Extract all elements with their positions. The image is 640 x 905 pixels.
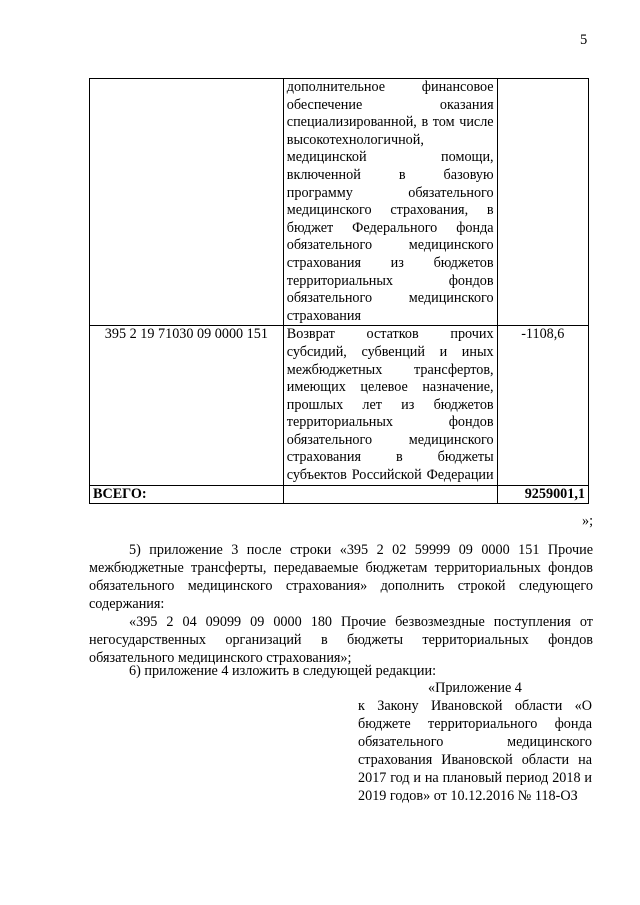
total-amount: 9259001,1 bbox=[497, 485, 588, 504]
description-cell: дополнительное финансовое обеспечение оказания специализированной, в том числе высокотехнологичной, медицинской помощи, включенной в базовую программу обязательного медицинского страхования, в бюджет Федерального фонда обязательного медицинского страхования из бюджетов территориальных фондов обязательного медицинского страхования bbox=[283, 79, 497, 326]
amount-cell: -1108,6 bbox=[497, 326, 588, 485]
appendix-text: к Закону Ивановской области «О бюджете территориального фонда обязательного медицинского страхования Ивановской области на 2017 год и на плановый период 2018 и 2019 годов» от 10.12.2016 № 118-ОЗ bbox=[358, 698, 592, 804]
total-empty-cell bbox=[283, 485, 497, 504]
paragraph-5-quote: «395 2 04 09099 09 0000 180 Прочие безвозмездные поступления от негосударственных организаций в бюджеты территориальных фондов обязательного медицинского страхования»; bbox=[89, 614, 593, 666]
appendix-caption bbox=[358, 679, 592, 805]
total-label: ВСЕГО: bbox=[90, 485, 284, 504]
paragraph-6: 6) приложение 4 изложить в следующей редакции: bbox=[129, 663, 437, 679]
paragraph-5: 5) приложение 3 после строки «395 2 02 59999 09 0000 151 Прочие межбюджетные трансферты, передаваемые бюджетам территориальных фондов обязательного медицинского страхования» дополнить строкой следующего содержания: bbox=[89, 542, 593, 612]
table-row bbox=[90, 79, 589, 326]
code-cell: 395 2 19 71030 09 0000 151 bbox=[90, 326, 284, 485]
page-number: 5 bbox=[580, 32, 588, 48]
amount-cell bbox=[497, 79, 588, 326]
table-row bbox=[90, 326, 589, 485]
budget-table bbox=[89, 78, 589, 504]
appendix-heading: «Приложение 4 bbox=[428, 680, 522, 696]
closing-quote-mark: »; bbox=[582, 513, 594, 529]
code-cell bbox=[90, 79, 284, 326]
description-cell: Возврат остатков прочих субсидий, субвенций и иных межбюджетных трансфертов, имеющих целевое назначение, прошлых лет из бюджетов территориальных фондов обязательного медицинского страхования в бюджеты субъектов Российской Федерации bbox=[283, 326, 497, 485]
total-row bbox=[90, 485, 589, 504]
